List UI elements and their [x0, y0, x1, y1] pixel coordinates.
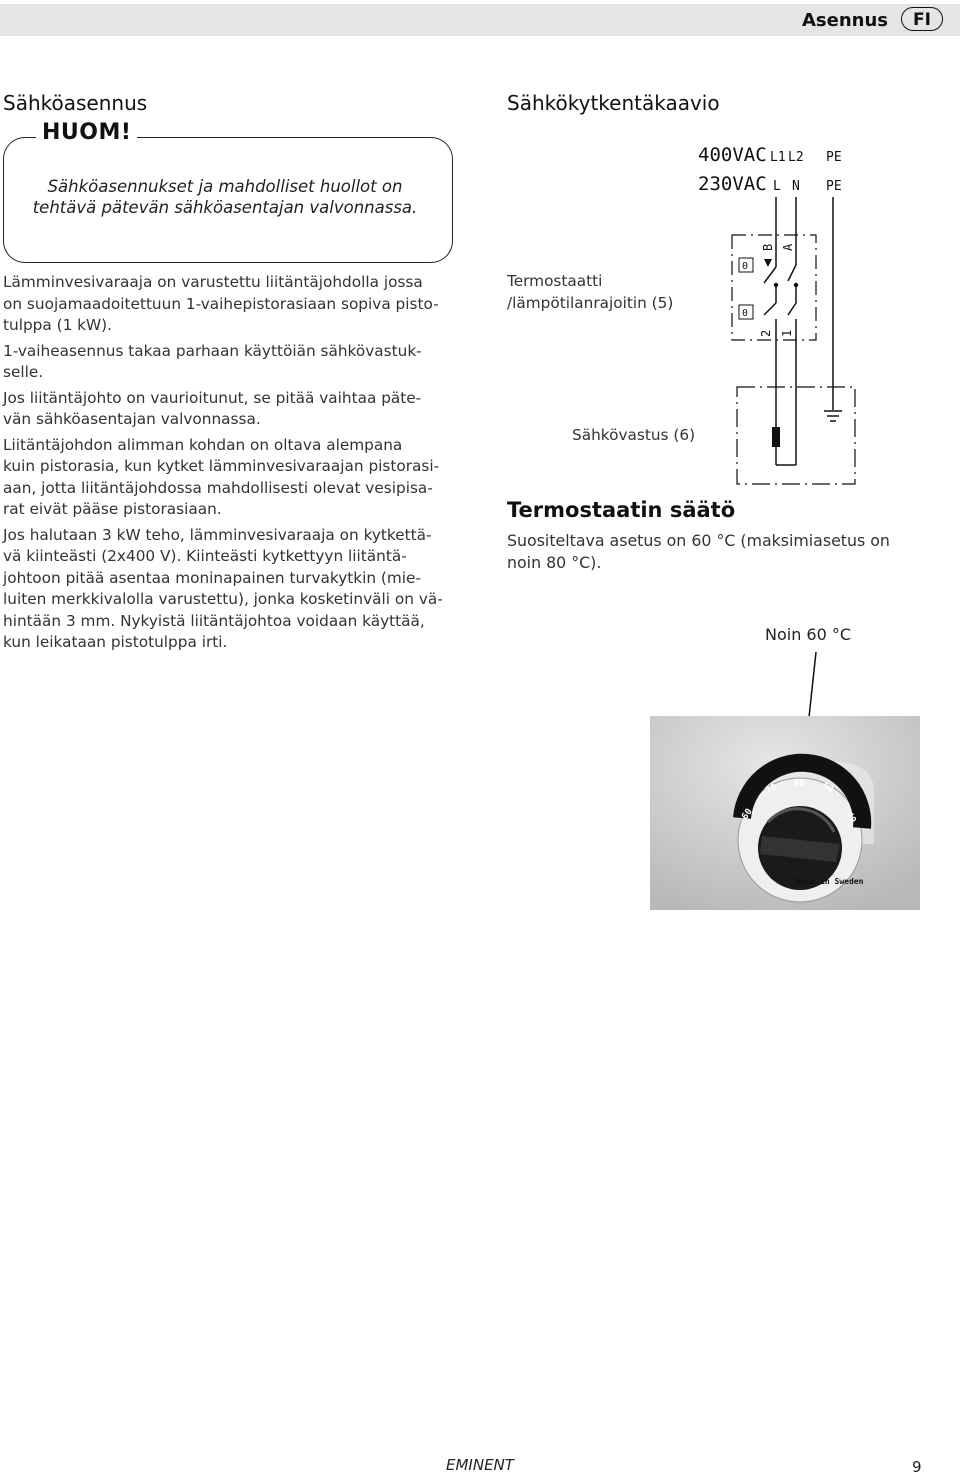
notice-title: HUOM!	[36, 120, 137, 145]
text-line: on suojamaadoitettuun 1-vaihepistorasiaan sopiva pisto-	[3, 294, 439, 313]
thermostat-dial-image	[650, 648, 920, 910]
notice-line: tehtävä pätevän sähköasentajan valvonnassa.	[32, 198, 418, 217]
terminal-l1-label: L1	[770, 150, 786, 165]
section-title: Asennus	[801, 10, 888, 31]
page-number: 9	[912, 1458, 922, 1476]
paragraph	[3, 435, 453, 521]
notice-text	[20, 176, 430, 218]
switch-lever	[788, 265, 796, 281]
text-line: Liitäntäjohdon alimman kohdan on oltava alempana	[3, 435, 403, 454]
text-line: aan, jotta liitäntäjohdossa mahdollisesti olevat vesipisa-	[3, 478, 433, 497]
thermostat-adjust-heading: Termostaatin säätö	[507, 498, 736, 522]
text-line: tulppa (1 kW).	[3, 316, 112, 334]
label-line: /lämpötilanrajoitin (5)	[507, 293, 674, 312]
terminal-l2-label: L2	[788, 150, 804, 165]
made-in-sweden: Made in Sweden	[796, 877, 864, 886]
zero-mark: 0	[742, 308, 749, 319]
text-line: vän sähköasentajan valvonnassa.	[3, 410, 261, 428]
text-line: Suositeltava asetus on 60 °C (maksimiasetus on	[507, 531, 890, 550]
wiring-diagram	[680, 135, 880, 495]
supply-400vac-label: 400VAC	[698, 144, 767, 166]
zero-mark: 0	[742, 261, 749, 272]
text-line: selle.	[3, 363, 44, 381]
terminal-pe2-label: PE	[826, 179, 842, 194]
label-line: Termostaatti	[507, 272, 603, 290]
text-line: 1-vaiheasennus takaa parhaan käyttöiän sähkövastuk-	[3, 341, 422, 360]
scale-60: 60	[740, 807, 755, 822]
text-line: rat eivät pääse pistorasiaan.	[3, 500, 222, 518]
dial-setting-label: Noin 60 °C	[765, 625, 852, 644]
paragraph	[3, 525, 453, 654]
wiring-diagram-heading: Sähkökytkentäkaavio	[507, 91, 720, 115]
terminal-n-label: N	[792, 179, 800, 194]
switch-2-label: 2	[759, 329, 773, 337]
terminal-l-label: L	[773, 179, 781, 194]
text-line: hintään 3 mm. Nykyistä liitäntäjohtoa voidaan käyttää,	[3, 611, 425, 630]
text-line: Jos liitäntäjohto on vaurioitunut, se pitää vaihtaa päte-	[3, 388, 422, 407]
supply-230vac-label: 230VAC	[698, 173, 767, 195]
text-line: johtoon pitää asentaa moninapainen turvakytkin (mie-	[3, 568, 421, 587]
switch-lever	[764, 267, 776, 283]
notice-line: Sähköasennukset ja mahdolliset huollot on	[47, 177, 403, 196]
thermostat-label	[507, 271, 673, 314]
scale-70: 70	[764, 782, 779, 797]
recommendation-text	[507, 530, 907, 573]
text-line: noin 80 °C).	[507, 552, 602, 572]
scale-50: 50	[820, 781, 835, 796]
text-line: Jos halutaan 3 kW teho, lämminvesivaraaja on kytkettä-	[3, 525, 432, 544]
text-line: vä kiinteästi (2x400 V). Kiinteästi kytkettyyn liitäntä-	[3, 547, 407, 565]
paragraph	[3, 341, 453, 384]
paragraph	[3, 388, 453, 431]
text-line: kuin pistorasia, kun kytket lämminvesivaraajan pistorasi-	[3, 457, 440, 475]
installation-text	[3, 272, 453, 658]
scale-40: 40	[843, 810, 858, 825]
scale-80: 80	[794, 779, 805, 789]
brand-name: EMINENT	[446, 1456, 514, 1474]
switch-a-label: A	[781, 243, 795, 251]
heating-element	[772, 427, 780, 447]
switch-contact-b	[764, 259, 772, 267]
text-line: kun leikataan pistotulppa irti.	[3, 633, 228, 651]
paragraph	[3, 272, 453, 337]
electrical-installation-heading: Sähköasennus	[3, 91, 148, 115]
switch-1-label: 1	[780, 329, 794, 337]
heater-label: Sähkövastus (6)	[572, 426, 696, 444]
text-line: luiten merkkivalolla varustettu), jonka kosketinväli on vä-	[3, 590, 443, 608]
terminal-pe-label: PE	[826, 150, 842, 165]
switch-b-label: B	[761, 243, 775, 251]
text-line: Lämminvesivaraaja on varustettu liitäntäjohdolla jossa	[3, 273, 423, 291]
language-badge: FI	[901, 7, 943, 31]
